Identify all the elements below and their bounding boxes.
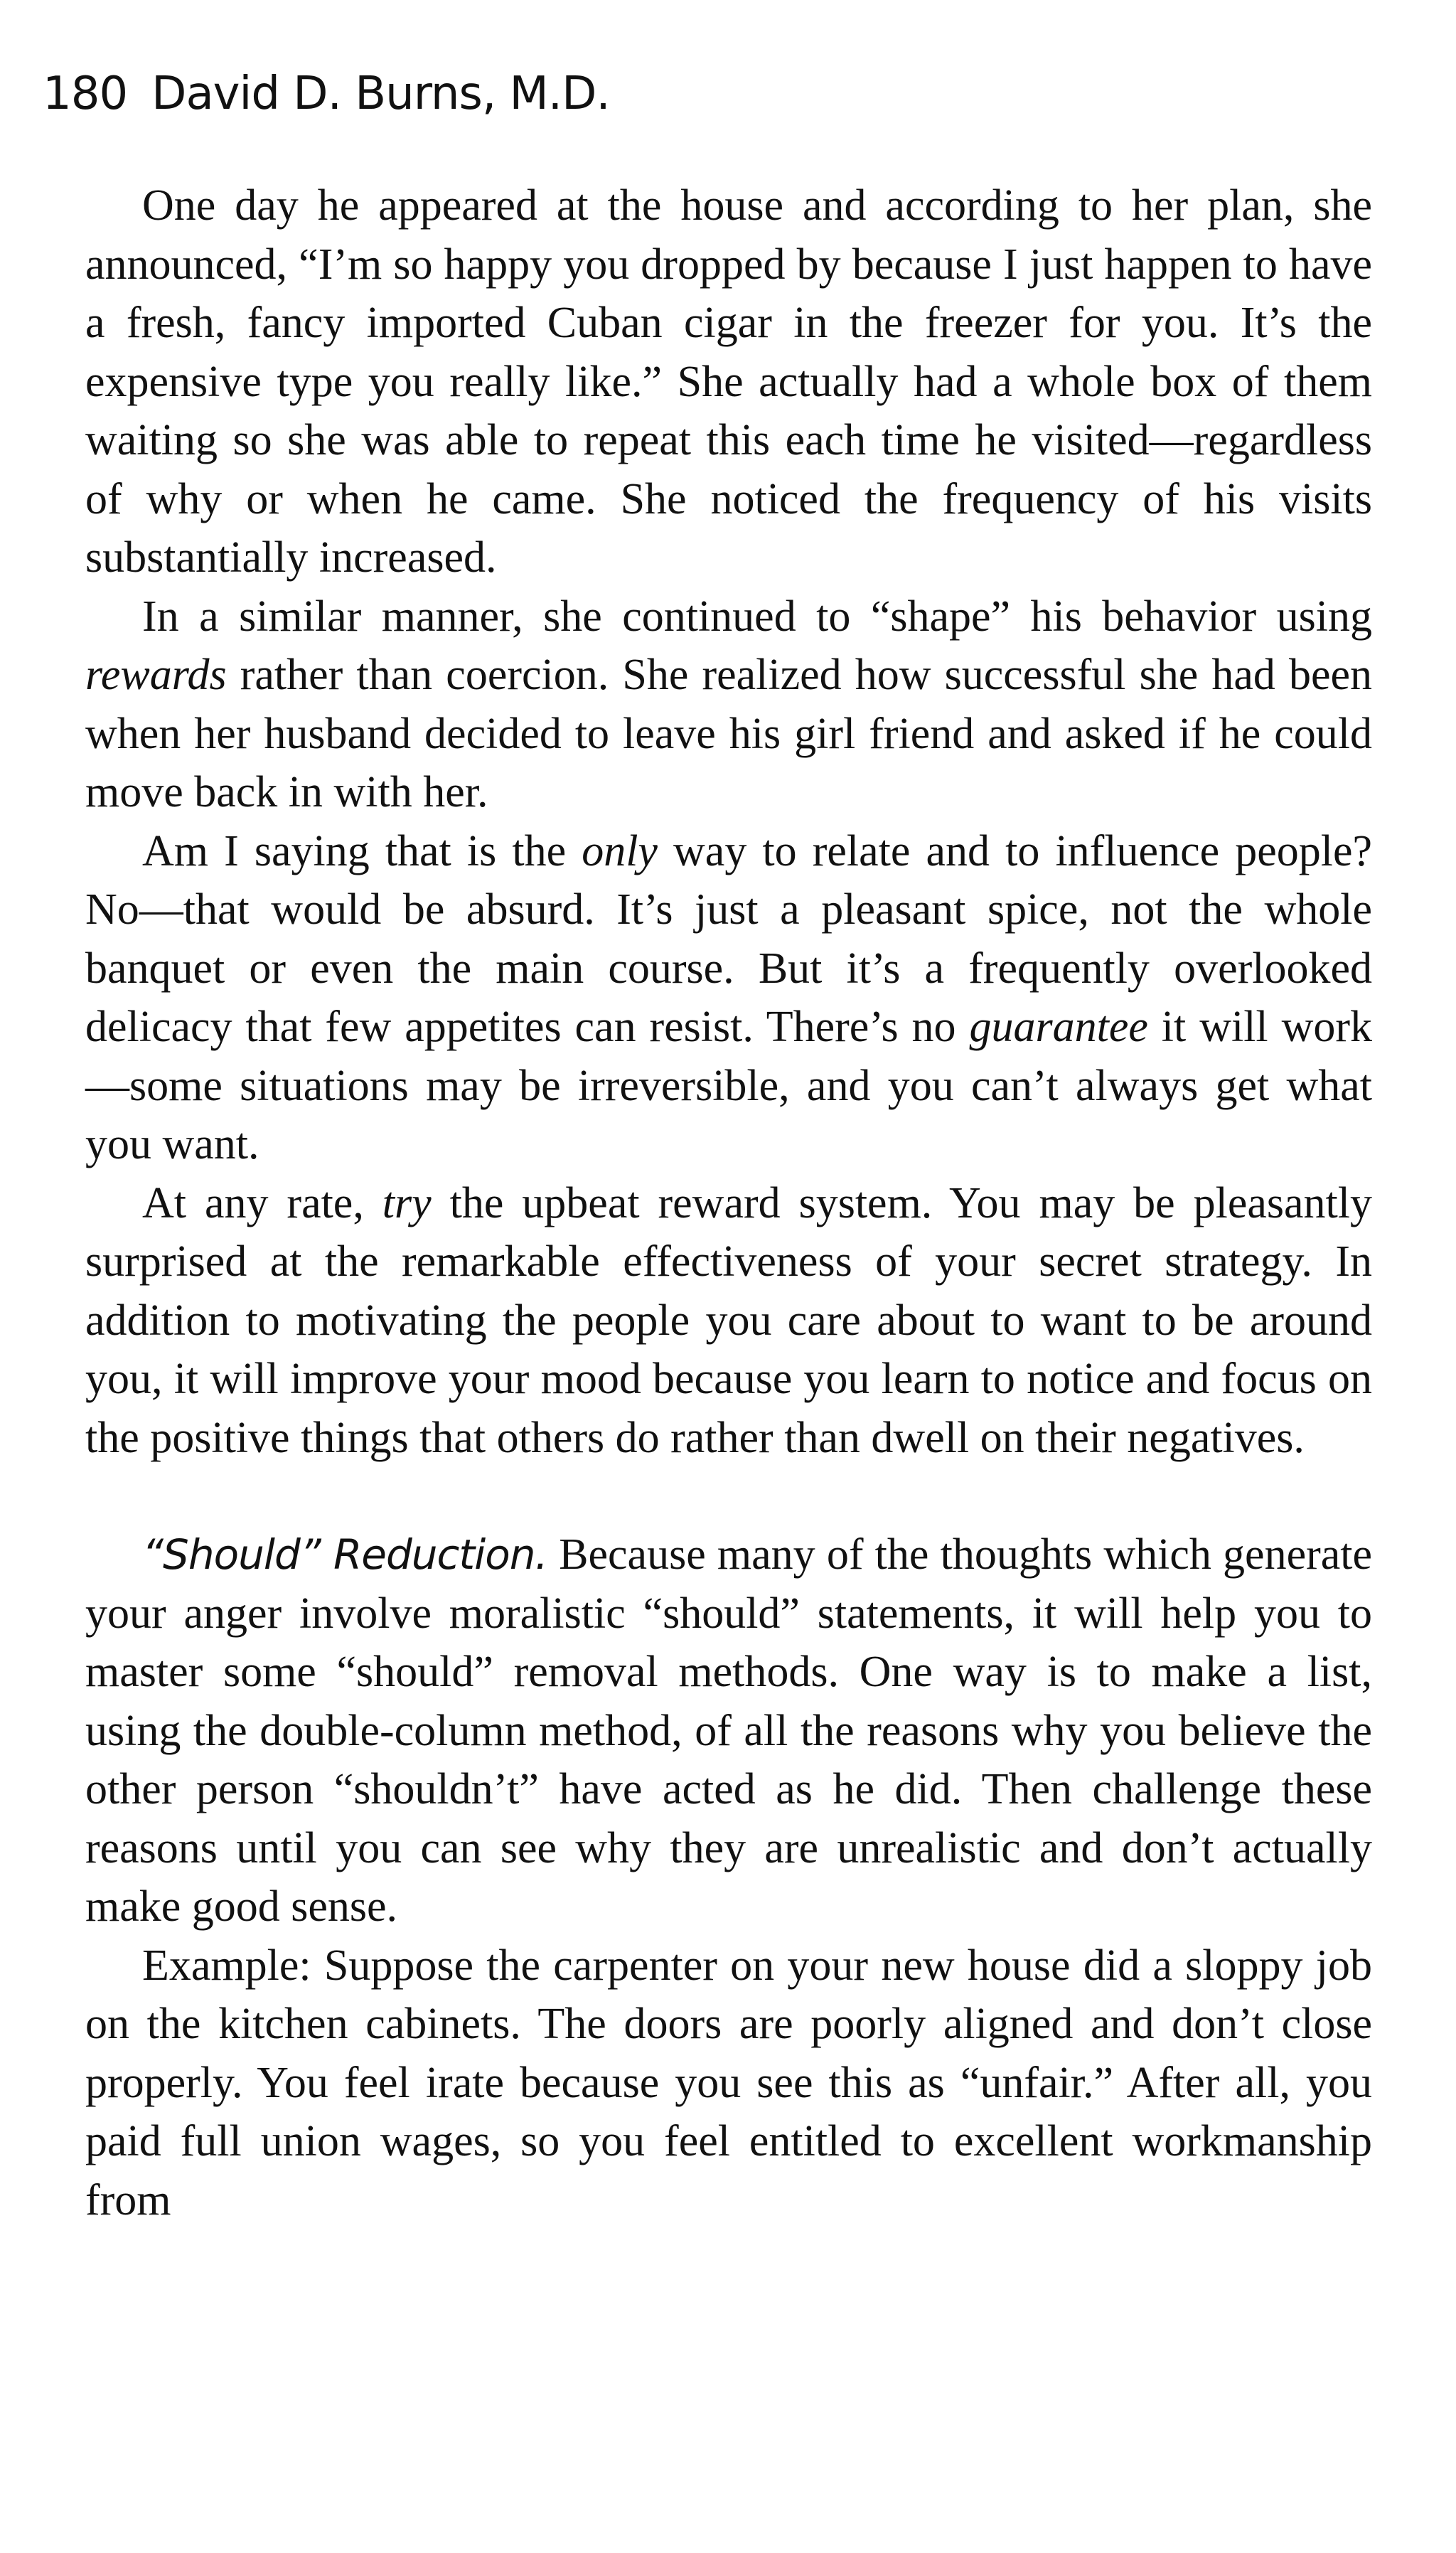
paragraph-carpenter-example: Example: Suppose the carpenter on your new house did a sloppy job on the kitchen cabinets. The doors are poorly aligned and don’t close properly. You feel irate because you see this as “unfair.” After all, you paid full union wages, so you feel entitled to excellent workmanship from [85, 1941, 1372, 2224]
paragraph-should-reduction [85, 1525, 1372, 1936]
emphasis-try: try [382, 1178, 432, 1227]
text-run: the upbeat reward system. You may be pleasantly surprised at the remarkable effectiveness of your secret strategy. In addition to motivating the people you care about to want to be around you, it will improve your mood because you learn to notice and focus on the positive things that others do rather than dwell on their negatives. [85, 1178, 1372, 1462]
paragraph-cigar-story: One day he appeared at the house and according to her plan, she announced, “I’m so happy you dropped by because I just happen to have a fresh, fancy imported Cuban cigar in the freezer for you. It’s the expensive type you really like.” She actually had a whole box of them waiting so she was able to repeat this each time he visited—regardless of why or when he came. She noticed the frequency of his visits substantially increased. [85, 181, 1372, 582]
text-run: it will work—some situations may be irreversible, and you can’t always get what you want. [85, 1003, 1373, 1168]
body-text [85, 176, 1372, 2229]
emphasis-only: only [582, 826, 658, 875]
text-run: In a similar manner, she continued to “shape” his behavior using [142, 592, 1372, 641]
text-run: rather than coercion. She realized how successful she had been when her husband decided to leave his girl friend and asked if he could move back in with her. [85, 651, 1372, 816]
running-head-author: David D. Burns, M.D. [151, 68, 610, 120]
paragraph-try-reward-system [85, 1174, 1372, 1468]
paragraph-shape-behavior [85, 587, 1372, 822]
text-run: Am I saying that is the [142, 826, 582, 875]
page-number: 180 [43, 68, 128, 120]
section-heading-should-reduction: “Should” Reduction. [142, 1530, 547, 1579]
text-run: At any rate, [142, 1178, 382, 1227]
text-run: Because many of the thoughts which generate your anger involve moralistic “should” statements, it will help you to master some “should” removal methods. One way is to make a list, using the double-column method, of all the reasons why you believe the other person “shouldn’t” have acted as he did. Then challenge these reasons until you can see why they are unrealistic and don’t actually make good sense. [85, 1530, 1373, 1931]
paragraph-only-way [85, 822, 1372, 1174]
text-run: way to relate and to influence people? No—that would be absurd. It’s just a pleasant spice, not the whole banquet or even the main course. But it’s a frequently overlooked delicacy that few appetites can resist. There’s no [85, 826, 1372, 1051]
running-head [43, 68, 610, 120]
emphasis-rewards: rewards [85, 651, 227, 699]
emphasis-guarantee: guarantee [969, 1003, 1148, 1051]
